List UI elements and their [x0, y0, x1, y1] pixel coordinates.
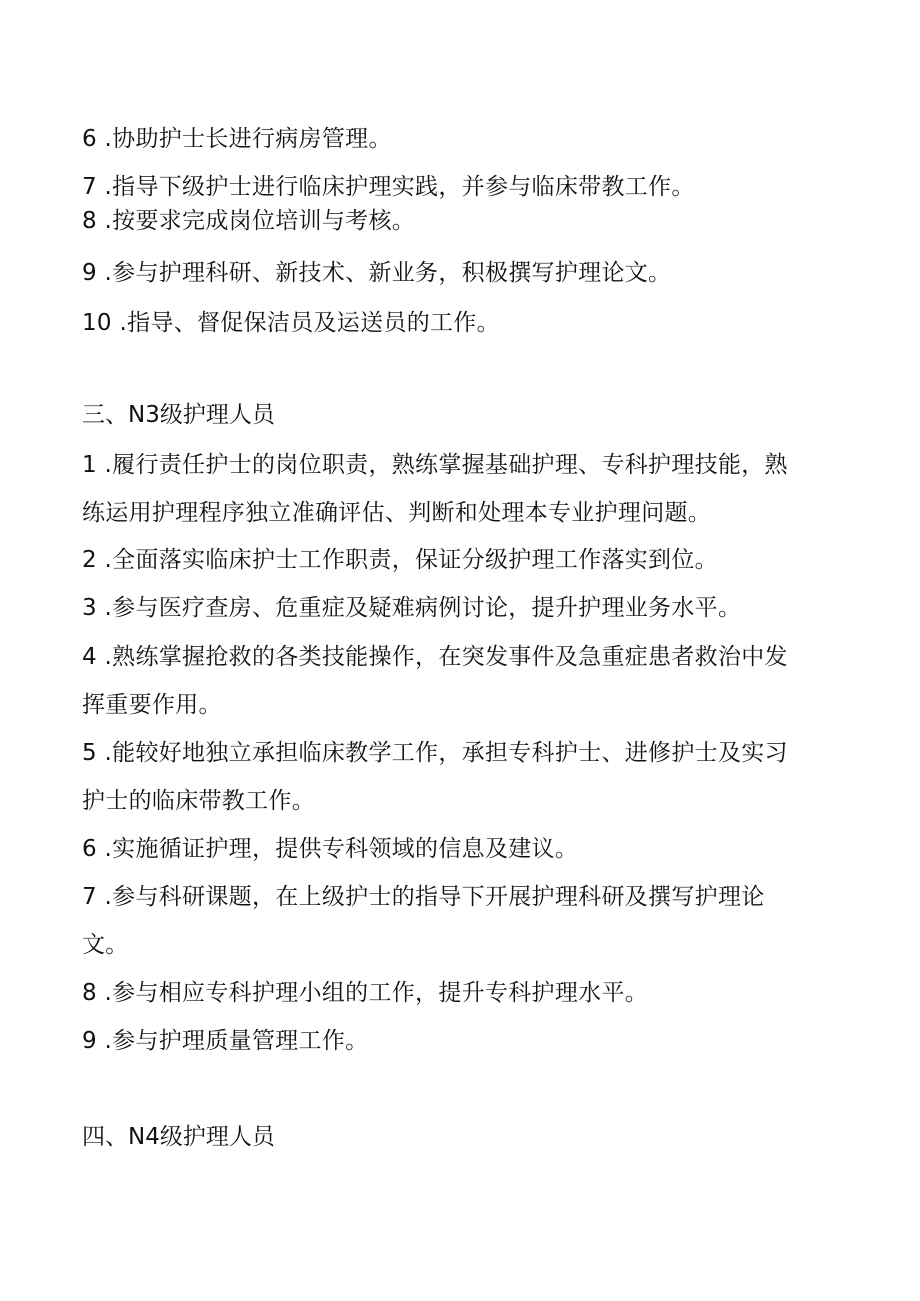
list-item: 7 .指导下级护士进行临床护理实践，并参与临床带教工作。: [82, 174, 695, 200]
list-item: 6 .实施循证护理，提供专科领域的信息及建议。: [82, 836, 579, 862]
list-item: 10 .指导、督促保洁员及运送员的工作。: [82, 310, 500, 336]
list-item: 8 .按要求完成岗位培训与考核。: [82, 208, 416, 234]
list-item: 3 .参与医疗查房、危重症及疑难病例讨论，提升护理业务水平。: [82, 595, 742, 621]
section-heading-n4: 四、N4级护理人员: [82, 1124, 275, 1150]
list-item-continuation: 文。: [82, 932, 129, 958]
list-item: 1 .履行责任护士的岗位职责，熟练掌握基础护理、专科护理技能，熟: [82, 452, 788, 478]
list-item-continuation: 护士的临床带教工作。: [82, 788, 315, 814]
list-item: 2 .全面落实临床护士工作职责，保证分级护理工作落实到位。: [82, 547, 718, 573]
list-item: 4 .熟练掌握抢救的各类技能操作，在突发事件及急重症患者救治中发: [82, 644, 788, 670]
list-item: 9 .参与护理科研、新技术、新业务，积极撰写护理论文。: [82, 260, 672, 286]
list-item: 7 .参与科研课题，在上级护士的指导下开展护理科研及撰写护理论: [82, 884, 765, 910]
list-item-continuation: 练运用护理程序独立准确评估、判断和处理本专业护理问题。: [82, 500, 712, 526]
list-item: 6 .协助护士长进行病房管理。: [82, 126, 392, 152]
list-item-continuation: 挥重要作用。: [82, 692, 222, 718]
list-item: 8 .参与相应专科护理小组的工作，提升专科护理水平。: [82, 980, 649, 1006]
section-heading-n3: 三、N3级护理人员: [82, 402, 275, 428]
list-item: 9 .参与护理质量管理工作。: [82, 1028, 369, 1054]
list-item: 5 .能较好地独立承担临床教学工作，承担专科护士、进修护士及实习: [82, 740, 788, 766]
